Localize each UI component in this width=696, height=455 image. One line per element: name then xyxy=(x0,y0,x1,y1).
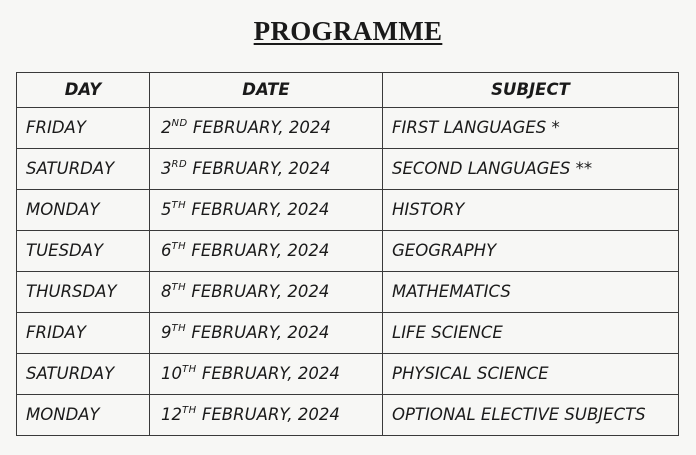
date-month-year: FEBRUARY, 2024 xyxy=(187,117,331,137)
date-cell xyxy=(150,190,383,231)
date-cell xyxy=(150,272,383,313)
date-ordinal-suffix: TH xyxy=(182,404,197,416)
programme-table xyxy=(16,72,679,436)
date-number: 9 xyxy=(161,322,172,342)
table-row xyxy=(17,190,679,231)
date-month-year: FEBRUARY, 2024 xyxy=(186,322,330,342)
column-header-subject: SUBJECT xyxy=(383,73,679,108)
subject-cell: FIRST LANGUAGES * xyxy=(383,108,679,149)
day-cell: TUESDAY xyxy=(17,231,150,272)
subject-cell: MATHEMATICS xyxy=(383,272,679,313)
table-row xyxy=(17,313,679,354)
date-cell xyxy=(150,313,383,354)
subject-cell: HISTORY xyxy=(383,190,679,231)
day-cell: SATURDAY xyxy=(17,149,150,190)
date-ordinal-suffix: ND xyxy=(171,117,188,129)
table-header-row xyxy=(17,73,679,108)
date-number: 12 xyxy=(161,404,182,424)
date-cell xyxy=(150,149,383,190)
table-row xyxy=(17,231,679,272)
date-month-year: FEBRUARY, 2024 xyxy=(196,404,340,424)
subject-cell: PHYSICAL SCIENCE xyxy=(383,354,679,395)
page-title: PROGRAMME xyxy=(253,16,443,46)
day-cell: FRIDAY xyxy=(17,108,150,149)
table-row xyxy=(17,395,679,436)
date-cell xyxy=(150,395,383,436)
date-ordinal-suffix: TH xyxy=(171,199,187,211)
day-cell: MONDAY xyxy=(17,190,150,231)
table-row xyxy=(17,354,679,395)
date-month-year: FEBRUARY, 2024 xyxy=(186,240,330,260)
table-row xyxy=(17,149,679,190)
date-number: 2 xyxy=(161,117,172,137)
subject-cell: GEOGRAPHY xyxy=(383,231,679,272)
subject-cell: SECOND LANGUAGES ** xyxy=(383,149,679,190)
date-month-year: FEBRUARY, 2024 xyxy=(186,281,330,301)
table-row xyxy=(17,108,679,149)
day-cell: SATURDAY xyxy=(17,354,150,395)
date-ordinal-suffix: TH xyxy=(171,322,187,334)
subject-cell: OPTIONAL ELECTIVE SUBJECTS xyxy=(383,395,679,436)
date-number: 5 xyxy=(161,199,172,219)
day-cell: MONDAY xyxy=(17,395,150,436)
date-number: 6 xyxy=(161,240,172,260)
date-ordinal-suffix: RD xyxy=(171,158,188,170)
date-number: 10 xyxy=(161,363,182,383)
date-month-year: FEBRUARY, 2024 xyxy=(187,158,331,178)
date-ordinal-suffix: TH xyxy=(182,363,197,375)
date-month-year: FEBRUARY, 2024 xyxy=(186,199,330,219)
table-row xyxy=(17,272,679,313)
date-number: 8 xyxy=(161,281,172,301)
date-cell xyxy=(150,231,383,272)
column-header-date: DATE xyxy=(150,73,383,108)
date-month-year: FEBRUARY, 2024 xyxy=(196,363,340,383)
day-cell: THURSDAY xyxy=(17,272,150,313)
date-ordinal-suffix: TH xyxy=(171,281,187,293)
date-cell xyxy=(150,108,383,149)
date-cell xyxy=(150,354,383,395)
subject-cell: LIFE SCIENCE xyxy=(383,313,679,354)
day-cell: FRIDAY xyxy=(17,313,150,354)
date-ordinal-suffix: TH xyxy=(171,240,187,252)
date-number: 3 xyxy=(161,158,172,178)
column-header-day: DAY xyxy=(17,73,150,108)
